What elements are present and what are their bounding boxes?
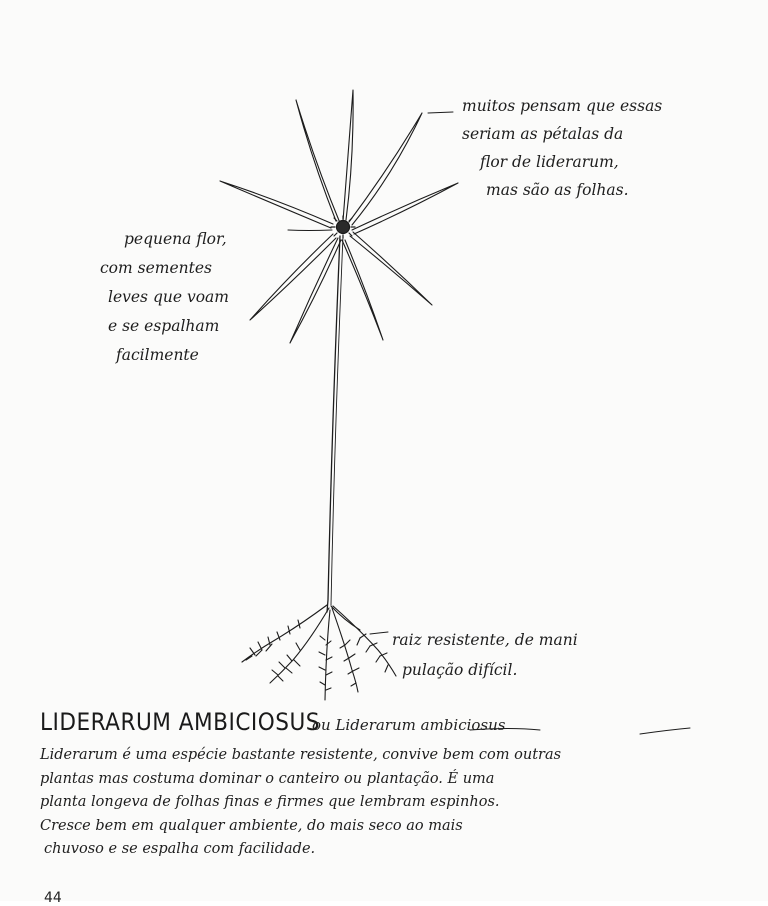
annotation-line: muitos pensam que essas bbox=[462, 97, 663, 115]
description-line: Liderarum é uma espécie bastante resistente, convive bem com outras bbox=[40, 747, 562, 763]
annotation-line: facilmente bbox=[116, 346, 199, 364]
description-line: plantas mas costuma dominar o canteiro ou plantação. É uma bbox=[40, 770, 495, 787]
annotation-line: seriam as pétalas da bbox=[462, 125, 624, 143]
pointer-top-right bbox=[428, 112, 453, 113]
annotation-line: pulação difícil. bbox=[402, 661, 518, 679]
pointer-root bbox=[370, 632, 388, 634]
annotation-line: raiz resistente, de mani bbox=[392, 631, 578, 649]
species-description bbox=[40, 744, 561, 862]
leaves bbox=[220, 90, 458, 343]
annotation-line: mas são as folhas. bbox=[486, 181, 629, 199]
annotation-line: flor de liderarum, bbox=[480, 153, 619, 171]
roots bbox=[242, 605, 396, 700]
description-line: Cresce bem em qualquer ambiente, do mais seco ao mais bbox=[40, 817, 463, 834]
annotation-root bbox=[392, 625, 578, 685]
description-line: chuvoso e se espalha com facilidade. bbox=[44, 841, 316, 857]
page-number: 44 bbox=[44, 890, 62, 906]
species-title: LIDERARUM AMBICIOSUS bbox=[40, 708, 320, 736]
description-line: planta longeva de folhas finas e firmes que lembram espinhos. bbox=[40, 794, 500, 810]
annotation-flower bbox=[100, 225, 229, 370]
species-alt-name: ou Liderarum ambiciosus bbox=[312, 716, 506, 734]
stem bbox=[327, 236, 340, 612]
flower-head bbox=[331, 216, 355, 238]
annotation-line: leves que voam bbox=[108, 288, 229, 306]
annotation-line: pequena flor, bbox=[124, 230, 227, 248]
annotation-line: com sementes bbox=[100, 259, 212, 277]
annotation-line: e se espalham bbox=[108, 317, 220, 335]
annotation-leaves bbox=[462, 92, 662, 204]
